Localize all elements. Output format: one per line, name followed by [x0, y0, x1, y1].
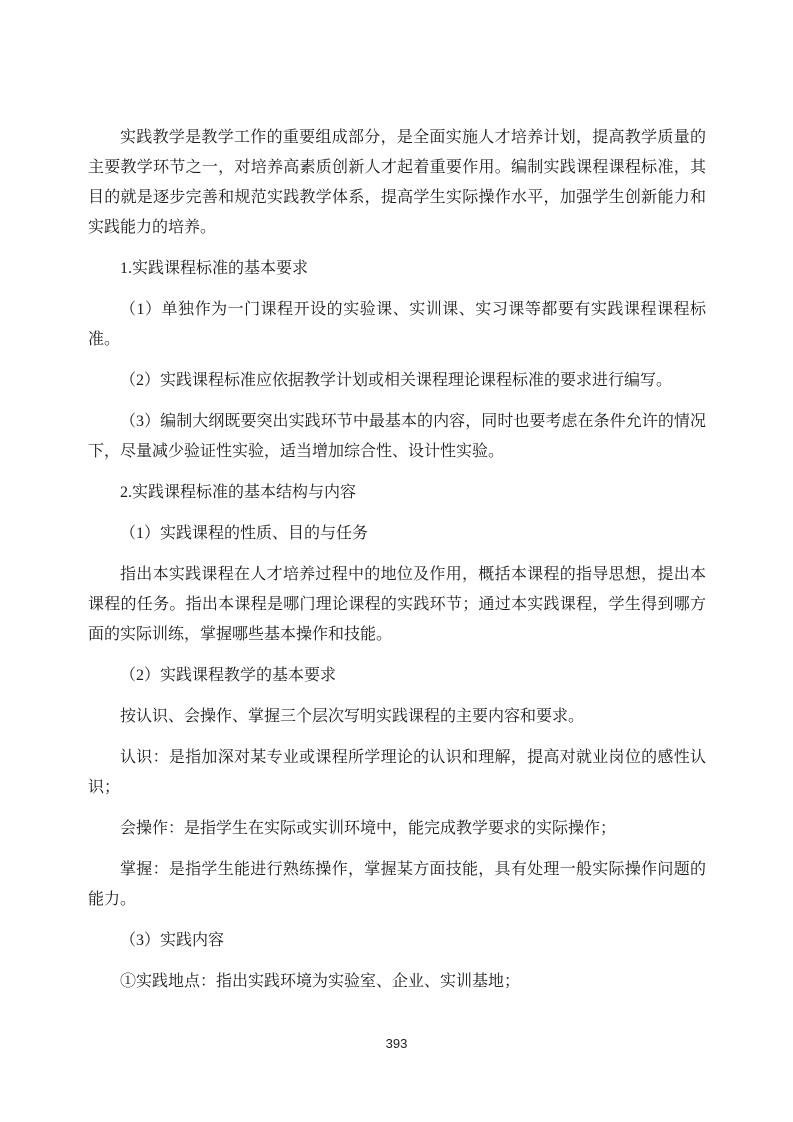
subsection-heading: （3）实践内容 [120, 932, 225, 949]
paragraph: （2）实践课程标准应依据教学计划或相关课程理论课程标准的要求进行编写。 [120, 372, 673, 389]
section-heading: 2.实践课程标准的基本结构与内容 [120, 484, 357, 501]
document-body [88, 123, 706, 1008]
paragraph: （1）单独作为一门课程开设的实验课、实训课、实习课等都要有实践课程课程标准。 [88, 301, 706, 348]
paragraph: 实践教学是教学工作的重要组成部分，是全面实施人才培养计划，提高教学质量的主要教学环节之一，对培养高素质创新人才起着重要作用。编制实践课程课程标准，其目的就是逐步完善和规范实践教学体系，提高学生实际操作水平，加强学生创新能力和实践能力的培养。 [88, 129, 706, 236]
section-heading: 1.实践课程标准的基本要求 [120, 260, 309, 277]
paragraph: ①实践地点：指出实践环境为实验室、企业、实训基地； [120, 973, 521, 990]
paragraph: 掌握：是指学生能进行熟练操作，掌握某方面技能，具有处理一般实际操作问题的能力。 [88, 861, 706, 908]
paragraph: 指出本实践课程在人才培养过程中的地位及作用，概括本课程的指导思想，提出本课程的任务。指出本课程是哪门理论课程的实践环节；通过本实践课程，学生得到哪方面的实际训练，掌握哪些基本操作和技能。 [88, 566, 706, 643]
paragraph: 会操作：是指学生在实际或实训环境中，能完成教学要求的实际操作； [120, 820, 617, 837]
subsection-heading: （1）实践课程的性质、目的与任务 [120, 525, 369, 542]
page-number: 393 [385, 1036, 408, 1051]
paragraph: 按认识、会操作、掌握三个层次写明实践课程的主要内容和要求。 [120, 708, 585, 725]
subsection-heading: （2）实践课程教学的基本要求 [120, 667, 337, 684]
paragraph: 认识：是指加深对某专业或课程所学理论的认识和理解，提高对就业岗位的感性认识； [88, 749, 706, 796]
paragraph: （3）编制大纲既要突出实践环节中最基本的内容，同时也要考虑在条件允许的情况下，尽量减少验证性实验，适当增加综合性、设计性实验。 [88, 413, 706, 460]
